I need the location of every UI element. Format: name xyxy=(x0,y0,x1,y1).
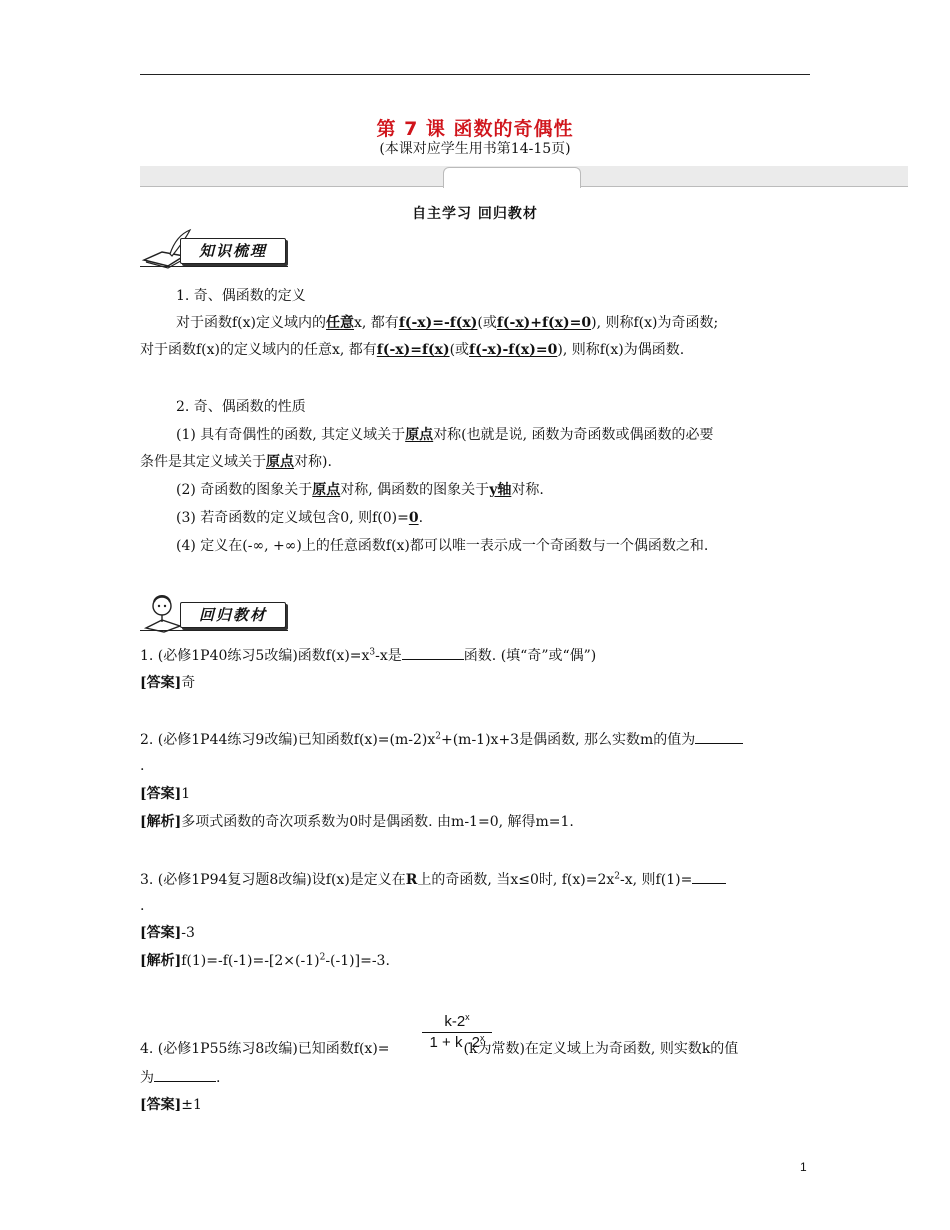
answer-blank[interactable] xyxy=(695,729,743,744)
question-2-period: . xyxy=(140,758,145,774)
property-1-line2: 条件是其定义域关于原点对称). xyxy=(140,454,332,470)
property-4: (4) 定义在(-∞, +∞)上的任意函数f(x)都可以唯一表示成一个奇函数与一个偶函数之和. xyxy=(176,538,709,554)
item1-heading: 1. 奇、偶函数的定义 xyxy=(176,288,306,304)
knowledge-banner xyxy=(140,228,290,270)
question-1: 1. (必修1P40练习5改编)函数$f(x)=x^3-x$是 函数. (填“奇”或“偶”) xyxy=(140,645,596,666)
question-4-line2: 为 . xyxy=(140,1067,220,1088)
analysis-2: [解析]多项式函数的奇次项系数为0时是偶函数. 由m-1=0, 解得m=1. xyxy=(140,814,574,830)
analysis-3: [解析]$f(1)=-f(-1)=-[2\times(-1)^2-(-1)]=-3$. xyxy=(140,952,390,969)
property-1-line1: (1) 具有奇偶性的函数, 其定义域关于原点对称(也就是说, 函数为奇函数或偶函数的必要 xyxy=(176,427,714,443)
knowledge-banner-label: 知识梳理 xyxy=(180,238,286,264)
question-3: 3. (必修1P94复习题8改编)设f(x)是定义在R上的奇函数, 当x≤0时, $f(x)=2x^2-x$, 则f(1)= xyxy=(140,869,726,890)
answer-2: [答案]1 xyxy=(140,786,191,802)
top-rule xyxy=(140,74,810,75)
property-3: (3) 若奇函数的定义域包含0, 则f(0)=0. xyxy=(176,510,424,526)
item1-line1: 对于函数f(x)定义域内的任意x, 都有f(-x)=-f(x)(或f(-x)+f(x)=0), 则称f(x)为奇函数; xyxy=(176,315,719,331)
section-tab xyxy=(443,167,581,188)
answer-blank[interactable] xyxy=(154,1067,216,1082)
question-2: 2. (必修1P44练习9改编)已知函数$f(x)=(m-2)x^2+(m-1)x+3$是偶函数, 那么实数m的值为 xyxy=(140,729,743,750)
answer-4: [答案]±1 xyxy=(140,1097,202,1113)
answer-3: [答案]-3 xyxy=(140,925,195,941)
answer-blank[interactable] xyxy=(692,869,726,884)
item1-line2: 对于函数f(x)的定义域内的任意x, 都有f(-x)=f(x)(或f(-x)-f(x)=0), 则称f(x)为偶函数. xyxy=(140,342,685,358)
fraction-denominator: $1 + k \cdot 2^x$ xyxy=(429,1033,485,1051)
textbook-banner xyxy=(140,592,290,634)
page-subtitle: (本课对应学生用书第14-15页) xyxy=(379,141,571,157)
answer-1: [答案]奇 xyxy=(140,675,196,691)
textbook-banner-label: 回归教材 xyxy=(180,602,286,628)
item2-heading: 2. 奇、偶函数的性质 xyxy=(176,399,306,415)
property-2: (2) 奇函数的图象关于原点对称, 偶函数的图象关于y轴对称. xyxy=(176,482,544,498)
fraction-numerator: k-2$^x$ xyxy=(444,1012,470,1030)
page-number: 1 xyxy=(800,1160,807,1174)
question-4-line1: 4. (必修1P55练习8改编)已知函数f(x)= (k为常数)在定义域上为奇函数, 则实数k的值 xyxy=(140,1041,739,1057)
question-3-period: . xyxy=(140,898,145,914)
page-title: 第 7 课 函数的奇偶性 xyxy=(376,118,574,140)
section-heading: 自主学习 回归教材 xyxy=(412,206,538,222)
answer-blank[interactable] xyxy=(402,645,464,660)
